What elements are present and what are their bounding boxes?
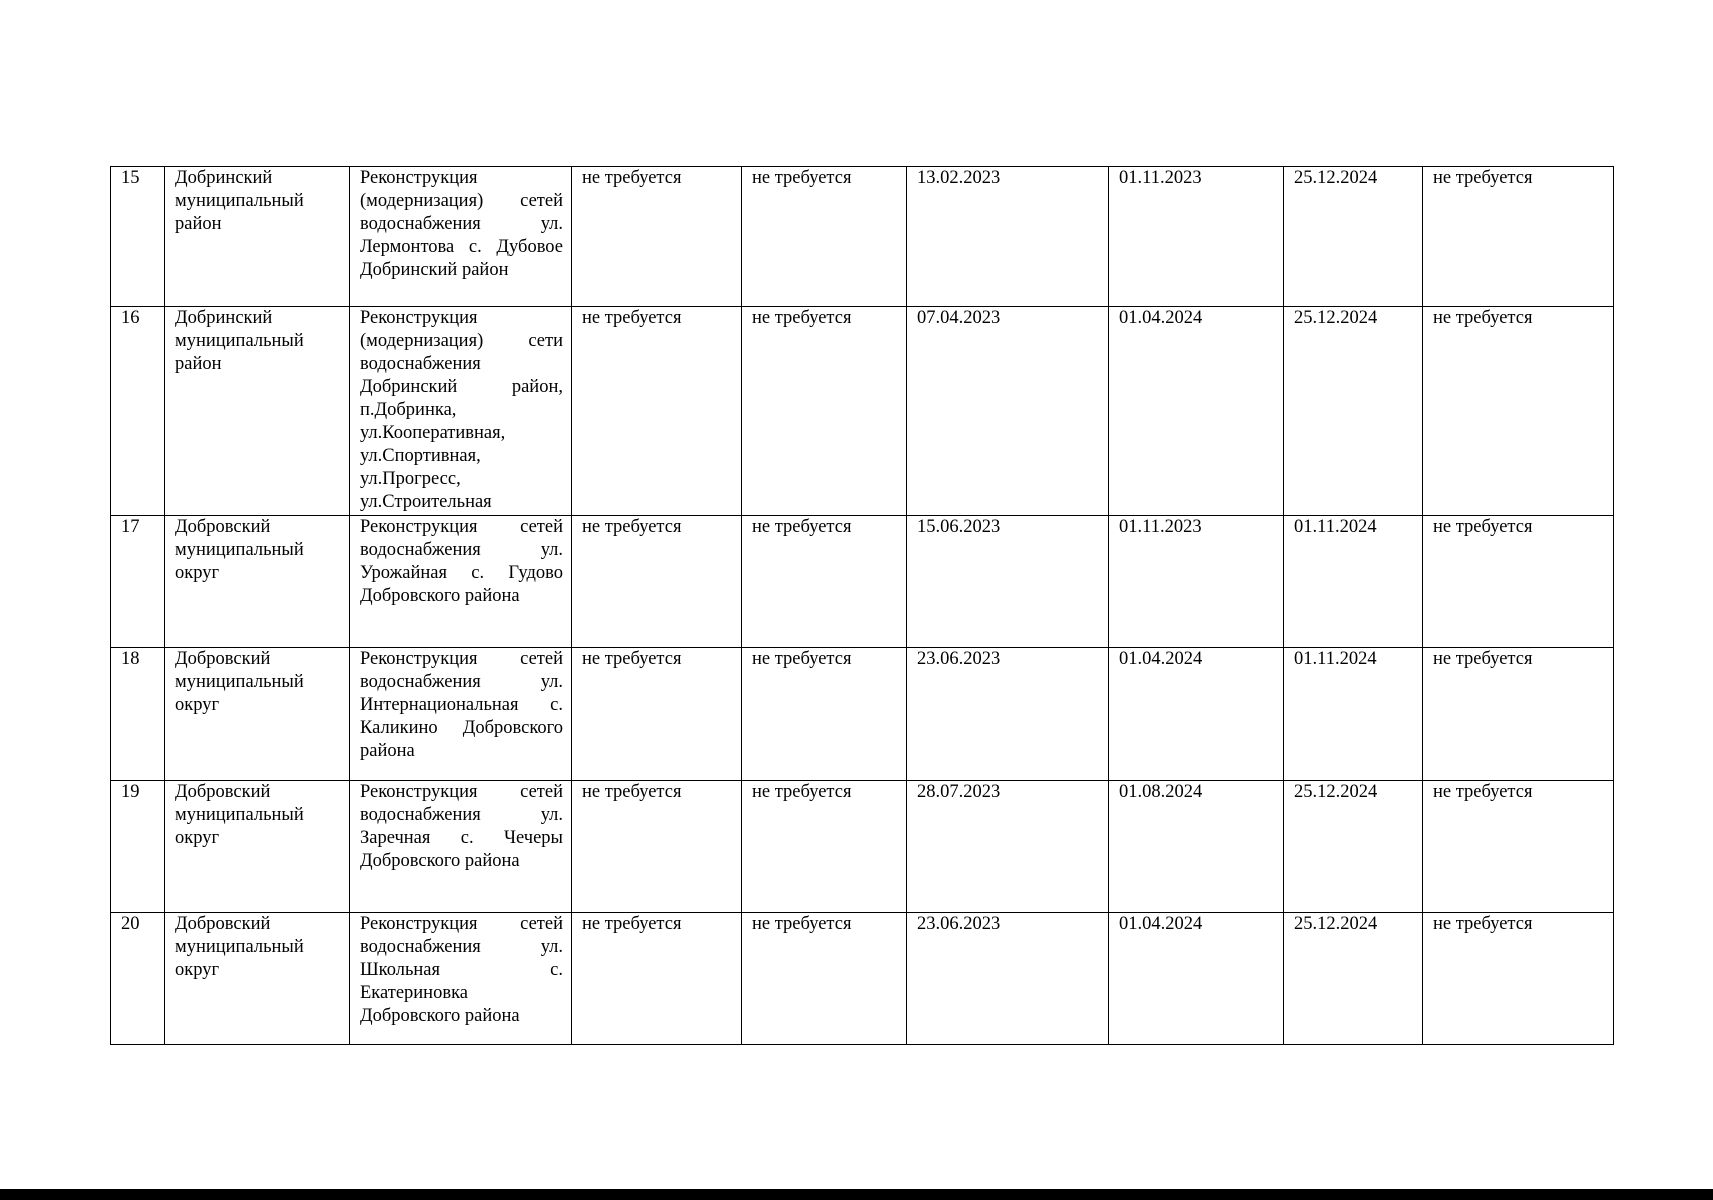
date-cell: 01.04.2024: [1109, 913, 1284, 1045]
date-cell: 25.12.2024: [1284, 781, 1423, 913]
date-cell: 01.11.2023: [1109, 167, 1284, 307]
description-cell: [350, 913, 572, 1045]
table-row: [111, 516, 1614, 648]
date-cell: 25.12.2024: [1284, 913, 1423, 1045]
data-table: [110, 166, 1614, 1045]
description-text: Реконструкция сетей водоснабжения ул. Заречная с. Чечеры Добровского района: [360, 782, 563, 871]
date-cell: 01.11.2024: [1284, 516, 1423, 648]
date-cell: 25.12.2024: [1284, 307, 1423, 516]
description-cell: [350, 781, 572, 913]
row-number: 20: [111, 913, 165, 1045]
description-cell: [350, 167, 572, 307]
requirement-cell: не требуется: [572, 648, 742, 781]
requirement-cell: не требуется: [572, 167, 742, 307]
requirement-cell: не требуется: [742, 913, 907, 1045]
table-row: [111, 307, 1614, 516]
municipality-cell: Добровский муниципальный округ: [165, 913, 350, 1045]
table-row: [111, 781, 1614, 913]
requirement-cell: не требуется: [742, 648, 907, 781]
requirement-cell: не требуется: [572, 516, 742, 648]
municipality-cell: Добринский муниципальный район: [165, 307, 350, 516]
date-cell: 23.06.2023: [907, 913, 1109, 1045]
description-text: Реконструкция (модернизация) сети водоснабжения Добринский район, п.Добринка, ул.Кооперативная, ул.Спортивная, ул.Прогресс, ул.Строительная: [360, 308, 563, 512]
description-text: Реконструкция сетей водоснабжения ул. Школьная с. Екатериновка Добровского района: [360, 914, 563, 1026]
description-text: Реконструкция сетей водоснабжения ул. Интернациональная с. Каликино Добровского района: [360, 649, 563, 761]
requirement-cell: не требуется: [572, 913, 742, 1045]
requirement-cell: не требуется: [1423, 307, 1614, 516]
date-cell: 28.07.2023: [907, 781, 1109, 913]
row-number: 16: [111, 307, 165, 516]
requirement-cell: не требуется: [742, 307, 907, 516]
table-row: [111, 913, 1614, 1045]
municipality-cell: Добровский муниципальный округ: [165, 648, 350, 781]
requirement-cell: не требуется: [572, 781, 742, 913]
date-cell: 01.08.2024: [1109, 781, 1284, 913]
date-cell: 13.02.2023: [907, 167, 1109, 307]
requirement-cell: не требуется: [1423, 648, 1614, 781]
municipality-cell: Добровский муниципальный округ: [165, 516, 350, 648]
date-cell: 01.11.2024: [1284, 648, 1423, 781]
row-number: 19: [111, 781, 165, 913]
row-number: 17: [111, 516, 165, 648]
description-cell: [350, 648, 572, 781]
requirement-cell: не требуется: [572, 307, 742, 516]
table-row: [111, 167, 1614, 307]
municipality-cell: Добровский муниципальный округ: [165, 781, 350, 913]
table-row: [111, 648, 1614, 781]
date-cell: 07.04.2023: [907, 307, 1109, 516]
date-cell: 23.06.2023: [907, 648, 1109, 781]
row-number: 18: [111, 648, 165, 781]
requirement-cell: не требуется: [1423, 913, 1614, 1045]
date-cell: 15.06.2023: [907, 516, 1109, 648]
date-cell: 01.04.2024: [1109, 648, 1284, 781]
date-cell: 25.12.2024: [1284, 167, 1423, 307]
description-cell: [350, 307, 572, 516]
description-text: Реконструкция сетей водоснабжения ул. Урожайная с. Гудово Добровского района: [360, 517, 563, 606]
requirement-cell: не требуется: [1423, 781, 1614, 913]
date-cell: 01.04.2024: [1109, 307, 1284, 516]
requirement-cell: не требуется: [1423, 516, 1614, 648]
municipality-cell: Добринский муниципальный район: [165, 167, 350, 307]
description-cell: [350, 516, 572, 648]
date-cell: 01.11.2023: [1109, 516, 1284, 648]
description-text: Реконструкция (модернизация) сетей водоснабжения ул. Лермонтова с. Дубовое Добринский район: [360, 168, 563, 280]
scan-edge-bar: [0, 1189, 1713, 1200]
row-number: 15: [111, 167, 165, 307]
requirement-cell: не требуется: [742, 781, 907, 913]
requirement-cell: не требуется: [1423, 167, 1614, 307]
requirement-cell: не требуется: [742, 167, 907, 307]
requirement-cell: не требуется: [742, 516, 907, 648]
